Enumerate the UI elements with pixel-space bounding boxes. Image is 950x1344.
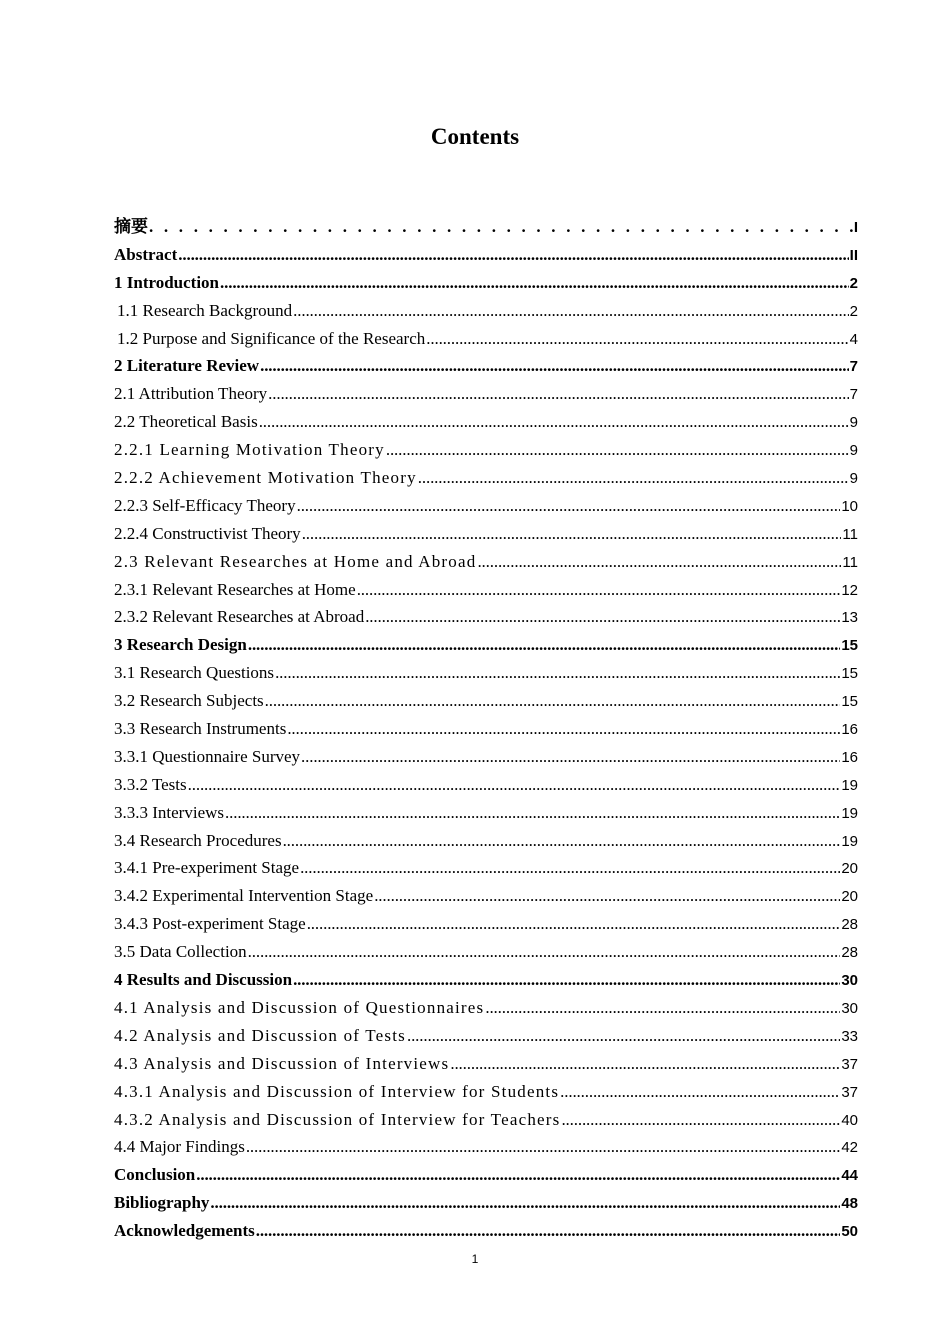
- toc-entry-page: 15: [841, 637, 858, 655]
- toc-leader-dots: [196, 1161, 840, 1189]
- toc-entry-label: Acknowledgements: [114, 1221, 255, 1241]
- toc-entry[interactable]: [114, 380, 858, 408]
- toc-leader-dots: [357, 576, 841, 604]
- toc-leader-dots: [297, 492, 841, 520]
- toc-entry-label: 4.4 Major Findings: [114, 1137, 245, 1157]
- toc-entry-page: 20: [841, 860, 858, 878]
- toc-entry[interactable]: [114, 213, 858, 241]
- toc-leader-dots: [418, 464, 849, 492]
- toc-entry[interactable]: [114, 548, 858, 576]
- toc-leader-dots: [307, 910, 841, 938]
- toc-entry[interactable]: [114, 520, 858, 548]
- toc-entry-page: II: [849, 246, 858, 264]
- toc-entry-label: 摘要: [114, 217, 148, 236]
- toc-entry[interactable]: [114, 269, 858, 297]
- toc-entry-page: 40: [841, 1111, 858, 1129]
- toc-entry-label: 4 Results and Discussion: [114, 970, 293, 990]
- toc-entry[interactable]: [114, 1106, 858, 1134]
- toc-entry-page: 19: [841, 804, 858, 822]
- toc-entry-page: 19: [841, 832, 858, 850]
- toc-entry-page: 11: [842, 525, 858, 543]
- toc-leader-dots: [450, 1050, 840, 1078]
- table-of-contents: [114, 213, 858, 1245]
- toc-entry-page: 37: [841, 1055, 858, 1073]
- toc-entry-page: 33: [841, 1027, 858, 1045]
- toc-entry[interactable]: [114, 687, 858, 715]
- toc-entry-page: 15: [841, 693, 858, 711]
- toc-leader-dots: [287, 715, 840, 743]
- toc-entry-page: 50: [841, 1223, 858, 1241]
- toc-entry-label: 2.3 Relevant Researches at Home and Abroad: [114, 551, 477, 571]
- toc-entry-label: 3.4.1 Pre-experiment Stage: [114, 858, 300, 878]
- toc-entry[interactable]: [114, 715, 858, 743]
- toc-entry-page: 7: [849, 386, 858, 404]
- toc-entry-label: 1.1 Research Background: [117, 300, 293, 320]
- toc-entry-label: 2 Literature Review: [114, 356, 260, 376]
- toc-entry-page: I: [853, 219, 858, 236]
- toc-entry[interactable]: [114, 827, 858, 855]
- toc-entry-page: 16: [841, 721, 858, 739]
- toc-leader-dots: [248, 938, 841, 966]
- toc-entry[interactable]: [114, 1133, 858, 1161]
- toc-entry-label: 2.2.2 Achievement Motivation Theory: [114, 468, 417, 488]
- toc-entry-label: 4.3.2 Analysis and Discussion of Interview for Teachers: [114, 1109, 561, 1129]
- toc-entry-page: 19: [841, 776, 858, 794]
- toc-leader-dots: [275, 659, 840, 687]
- toc-leader-dots: [365, 603, 840, 631]
- toc-entry-page: 37: [841, 1083, 858, 1101]
- toc-leader-dots: [426, 325, 848, 353]
- toc-entry-label: 3 Research Design: [114, 635, 247, 655]
- toc-entry[interactable]: [114, 352, 858, 380]
- toc-leader-dots: [149, 213, 853, 241]
- toc-entry-page: 44: [841, 1167, 858, 1185]
- toc-leader-dots: [265, 687, 841, 715]
- toc-entry[interactable]: [114, 297, 858, 325]
- toc-leader-dots: [477, 548, 841, 576]
- toc-entry[interactable]: [114, 1217, 858, 1245]
- toc-entry[interactable]: [114, 938, 858, 966]
- toc-entry-label: 4.3 Analysis and Discussion of Interviews: [114, 1053, 450, 1073]
- toc-entry-label: Conclusion: [114, 1165, 196, 1185]
- toc-entry-label: 1.2 Purpose and Significance of the Research: [117, 328, 426, 348]
- toc-entry-label: 4.1 Analysis and Discussion of Questionnaires: [114, 997, 485, 1017]
- toc-entry-label: 2.2.4 Constructivist Theory: [114, 523, 301, 543]
- toc-entry-page: 10: [841, 497, 858, 515]
- toc-entry-page: 4: [849, 330, 858, 348]
- toc-entry-label: 2.2.3 Self-Efficacy Theory: [114, 495, 296, 515]
- toc-entry[interactable]: [114, 743, 858, 771]
- toc-entry-page: 13: [841, 609, 858, 627]
- toc-entry-page: 9: [849, 414, 858, 432]
- toc-entry-label: 2.3.1 Relevant Researches at Home: [114, 579, 356, 599]
- toc-entry[interactable]: [114, 492, 858, 520]
- toc-entry-page: 7: [849, 358, 858, 376]
- toc-entry-label: 3.4.2 Experimental Intervention Stage: [114, 886, 374, 906]
- toc-entry-label: 2.2 Theoretical Basis: [114, 412, 258, 432]
- toc-leader-dots: [178, 241, 848, 269]
- toc-entry[interactable]: [114, 603, 858, 631]
- toc-leader-dots: [246, 1133, 841, 1161]
- toc-entry-label: 3.1 Research Questions: [114, 663, 275, 683]
- toc-leader-dots: [485, 994, 840, 1022]
- toc-entry[interactable]: [114, 408, 858, 436]
- toc-entry-label: 3.3 Research Instruments: [114, 719, 287, 739]
- toc-leader-dots: [225, 799, 840, 827]
- toc-entry-page: 9: [849, 442, 858, 460]
- toc-entry-page: 15: [841, 665, 858, 683]
- toc-entry[interactable]: [114, 910, 858, 938]
- toc-entry-page: 16: [841, 748, 858, 766]
- toc-entry-label: 3.2 Research Subjects: [114, 691, 264, 711]
- toc-entry[interactable]: [114, 882, 858, 910]
- toc-entry[interactable]: [114, 771, 858, 799]
- toc-entry[interactable]: [114, 1161, 858, 1189]
- toc-entry[interactable]: [114, 325, 858, 353]
- toc-entry-page: 30: [841, 972, 858, 990]
- toc-leader-dots: [283, 827, 841, 855]
- toc-leader-dots: [248, 631, 840, 659]
- toc-entry-label: 2.3.2 Relevant Researches at Abroad: [114, 607, 365, 627]
- toc-entry[interactable]: [114, 576, 858, 604]
- toc-entry-label: 4.2 Analysis and Discussion of Tests: [114, 1025, 406, 1045]
- toc-entry-label: 4.3.1 Analysis and Discussion of Interview for Students: [114, 1081, 560, 1101]
- toc-entry-label: 2.1 Attribution Theory: [114, 384, 268, 404]
- toc-leader-dots: [293, 966, 840, 994]
- toc-leader-dots: [259, 408, 849, 436]
- toc-entry[interactable]: [114, 1050, 858, 1078]
- toc-entry-page: 48: [841, 1195, 858, 1213]
- toc-entry[interactable]: [114, 966, 858, 994]
- toc-leader-dots: [560, 1078, 840, 1106]
- page-title: Contents: [430, 124, 520, 149]
- toc-leader-dots: [268, 380, 849, 408]
- toc-leader-dots: [407, 1022, 840, 1050]
- toc-entry[interactable]: [114, 659, 858, 687]
- toc-entry-label: 3.4 Research Procedures: [114, 830, 282, 850]
- toc-entry-label: 1 Introduction: [114, 272, 220, 292]
- toc-entry[interactable]: [114, 1022, 858, 1050]
- toc-leader-dots: [561, 1106, 840, 1134]
- toc-leader-dots: [210, 1189, 840, 1217]
- toc-leader-dots: [374, 882, 840, 910]
- toc-entry-page: 11: [842, 553, 858, 571]
- toc-entry-label: 3.3.3 Interviews: [114, 802, 225, 822]
- toc-entry-page: 9: [849, 470, 858, 488]
- toc-leader-dots: [220, 269, 849, 297]
- toc-leader-dots: [256, 1217, 841, 1245]
- toc-entry[interactable]: [114, 1189, 858, 1217]
- toc-entry-page: 12: [841, 581, 858, 599]
- toc-entry-page: 20: [841, 888, 858, 906]
- toc-leader-dots: [260, 352, 849, 380]
- toc-entry-label: 3.3.2 Tests: [114, 774, 187, 794]
- toc-entry-label: 2.2.1 Learning Motivation Theory: [114, 440, 385, 460]
- toc-entry[interactable]: [114, 854, 858, 882]
- toc-leader-dots: [300, 854, 840, 882]
- toc-entry-page: 28: [841, 944, 858, 962]
- toc-entry[interactable]: [114, 994, 858, 1022]
- toc-entry[interactable]: [114, 799, 858, 827]
- toc-entry-label: Abstract: [114, 244, 178, 264]
- toc-entry-page: 2: [849, 302, 858, 320]
- toc-entry-label: 3.5 Data Collection: [114, 942, 247, 962]
- toc-leader-dots: [188, 771, 841, 799]
- page-number: 1: [471, 1252, 479, 1266]
- toc-entry[interactable]: [114, 436, 858, 464]
- toc-entry-label: Bibliography: [114, 1193, 210, 1213]
- toc-entry[interactable]: [114, 241, 858, 269]
- toc-entry-page: 42: [841, 1139, 858, 1157]
- toc-leader-dots: [302, 520, 842, 548]
- toc-leader-dots: [293, 297, 849, 325]
- toc-leader-dots: [386, 436, 849, 464]
- toc-entry[interactable]: [114, 1078, 858, 1106]
- toc-entry-page: 28: [841, 916, 858, 934]
- toc-entry-page: 30: [841, 999, 858, 1017]
- toc-entry-label: 3.3.1 Questionnaire Survey: [114, 746, 301, 766]
- toc-entry-label: 3.4.3 Post-experiment Stage: [114, 914, 306, 934]
- toc-entry[interactable]: [114, 631, 858, 659]
- toc-entry-page: 2: [849, 274, 858, 292]
- toc-entry[interactable]: [114, 464, 858, 492]
- toc-leader-dots: [301, 743, 840, 771]
